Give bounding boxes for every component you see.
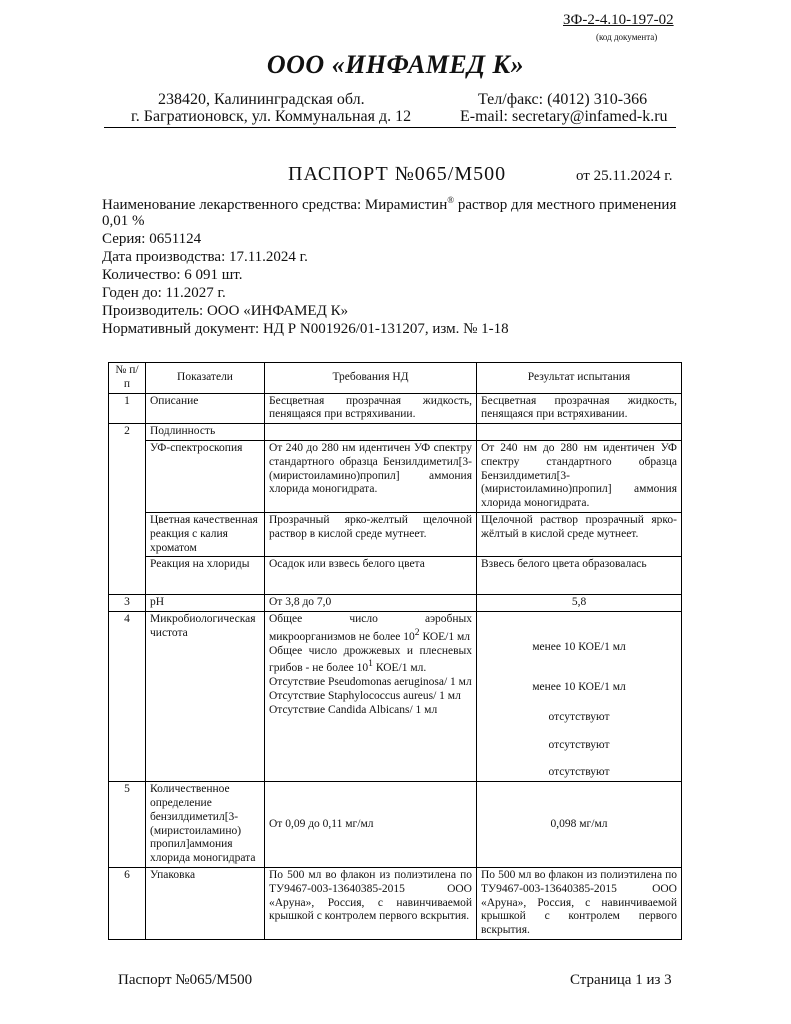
passport-date: от 25.11.2024 г. [576,168,673,184]
table-row: Реакция на хлориды Осадок или взвесь белого цвета Взвесь белого цвета образовалась [109,557,682,595]
email: E-mail: secretary@infamed-k.ru [460,108,668,125]
header-result: Результат испытания [477,363,682,394]
quantity: Количество: 6 091 шт. [102,267,243,283]
series: Серия: 0651124 [102,231,202,247]
header-requirement: Требования НД [265,363,477,394]
production-date: Дата производства: 17.11.2024 г. [102,249,308,265]
phone-fax: Тел/факс: (4012) 310-366 [478,91,648,108]
passport-title: ПАСПОРТ №065/М500 [288,163,507,185]
address-line-2: г. Багратионовск, ул. Коммунальная д. 12 [131,108,412,125]
table-row: 2 Подлинность [109,424,682,441]
table-row: 5 Количественное определение бензилдиметил[3-(миристоиламино) пропил]аммония хлорида моногидрата От 0,09 до 0,11 мг/мл 0,098 мг/мл [109,782,682,868]
table-row: 6 Упаковка По 500 мл во флакон из полиэтилена по ТУ9467-003-13640385-2015 ООО «Аруна», Россия, с навинчиваемой крышкой с контролем первого вскрытия. По 500 мл во флакон из полиэтилена по ТУ9467-003-13640385-2015 ООО «Аруна», Россия, с навинчиваемой крышкой с контролем первого вскрытия. [109,867,682,939]
table-row: Цветная качественная реакция с калия хроматом Прозрачный ярко-желтый щелочной раствор в кислой среде мутнеет. Щелочной раствор прозрачный ярко-жёлтый в кислой среде мутнеет. [109,512,682,556]
expiry-date: Годен до: 11.2027 г. [102,285,226,301]
manufacturer: Производитель: ООО «ИНФАМЕД К» [102,303,349,319]
table-header-row [109,363,682,394]
company-name: ООО «ИНФАМЕД К» [266,50,525,79]
header-num: № п/п [109,363,146,394]
normative-document: Нормативный документ: НД Р N001926/01-131207, изм. № 1-18 [102,321,509,337]
product-concentration: 0,01 % [102,213,145,229]
footer-page-number: Страница 1 из 3 [570,972,672,988]
table-row: УФ-спектроскопия От 240 до 280 нм идентичен УФ спектру стандартного образца Бензилдиметил[3-(миристоиламино)пропил] аммония хлорида моногидрата. От 240 нм до 280 нм идентичен УФ спектру стандартного образца Бензилдиметил[3-(миристоиламино)пропил] аммония хлорида моногидрата. [109,440,682,512]
document-code-caption: (код документа) [596,32,658,42]
specification-table [108,362,682,940]
footer-passport-number: Паспорт №065/М500 [118,972,253,988]
header-indicator: Показатели [146,363,265,394]
table-row: 1 Описание Бесцветная прозрачная жидкость, пенящаяся при встряхивании. Бесцветная прозрачная жидкость, пенящаяся при встряхивании. [109,393,682,424]
document-code: ЗФ-2-4.10-197-02 [563,12,674,28]
address-line-1: 238420, Калининградская обл. [158,91,365,108]
product-name: Наименование лекарственного средства: Мирамистин® раствор для местного применения [102,195,677,213]
table-row: 3 pH От 3,8 до 7,0 5,8 [109,595,682,612]
header-underline [104,127,676,128]
table-row: 4 Микробиологическая чистота Общее число аэробных микроорганизмов не более $10^2$ КОЕ/1 мл Общее число дрожжевых и плесневых грибов - не более $10^1$ КОЕ/1 мл. Отсутствие Pseudomonas aeruginosa/ 1 мл Отсутствие Staphylococcus aureus/ 1 мл Отсутствие Candida Albicans/ 1 мл менее 10 КОЕ/1 мл менее 10 КОЕ/1 мл отсутствуют отсутствуют отсутствуют [109,612,682,782]
